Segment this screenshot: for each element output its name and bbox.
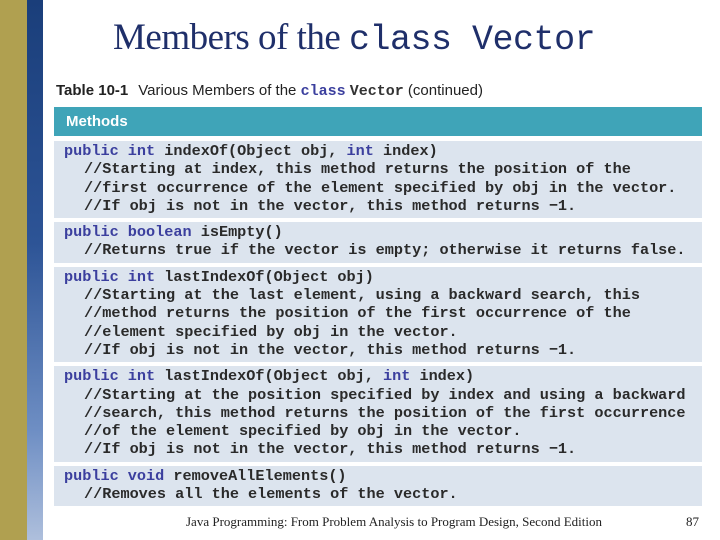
method-comment: //If obj is not in the vector, this method returns −1. — [84, 440, 577, 459]
caption-prefix: Various Members of the — [138, 82, 301, 99]
method-comment: //search, this method returns the position of the first occurrence — [84, 403, 686, 422]
method-signature — [64, 223, 702, 241]
slide-title — [113, 16, 595, 60]
method-comment: //Starting at the last element, using a backward search, this — [84, 286, 640, 305]
signature-keyword: public void — [64, 466, 165, 485]
page-number: 87 — [686, 514, 699, 529]
method-signature — [64, 467, 702, 485]
method-signature — [64, 142, 702, 160]
method-row — [54, 267, 702, 363]
caption-suffix: (continued) — [403, 82, 483, 99]
method-comment: //Returns true if the vector is empty; otherwise it returns false. — [84, 241, 686, 260]
method-comment: //If obj is not in the vector, this method returns −1. — [84, 340, 577, 359]
methods-header: Methods — [54, 107, 702, 136]
signature-keyword: public int — [64, 367, 156, 386]
signature-keyword: public int — [64, 267, 156, 286]
method-row — [54, 366, 702, 462]
signature-text: lastIndexOf(Object obj) — [155, 267, 374, 286]
signature-text: lastIndexOf(Object obj, — [155, 367, 383, 386]
caption-keyword: class — [300, 83, 346, 100]
footer-text: Java Programming: From Problem Analysis to Program Design, Second Edition — [186, 514, 602, 529]
signature-text: index) — [410, 367, 475, 386]
method-row — [54, 222, 702, 263]
method-row — [54, 466, 702, 507]
method-comment: //method returns the position of the first occurrence of the — [84, 304, 631, 323]
signature-keyword: public boolean — [64, 223, 192, 242]
caption-class: Vector — [349, 83, 404, 100]
signature-keyword: int — [383, 367, 411, 386]
table-caption — [56, 82, 483, 100]
method-comment: //If obj is not in the vector, this method returns −1. — [84, 196, 577, 215]
title-code: class Vector — [349, 20, 596, 60]
signature-keyword: int — [346, 142, 374, 160]
signature-text: removeAllElements() — [164, 466, 347, 485]
method-comment: //Starting at index, this method returns the position of the — [84, 160, 631, 179]
method-comment: //element specified by obj in the vector. — [84, 322, 458, 341]
signature-text: index) — [373, 142, 438, 160]
method-comment: //of the element specified by obj in the vector. — [84, 422, 522, 441]
method-comment: //Starting at the position specified by index and using a backward — [84, 385, 686, 404]
left-accent-bar — [0, 0, 27, 540]
table-number: Table 10-1 — [56, 82, 129, 99]
method-comment: //first occurrence of the element specified by obj in the vector. — [84, 178, 677, 197]
method-signature — [64, 367, 702, 385]
left-gradient-bar — [27, 0, 43, 540]
title-prefix: Members of the — [113, 17, 350, 58]
signature-text: isEmpty() — [191, 223, 283, 242]
signature-text: indexOf(Object obj, — [155, 142, 347, 160]
method-signature — [64, 268, 702, 286]
method-row — [54, 141, 702, 218]
method-comment: //Removes all the elements of the vector. — [84, 485, 458, 504]
signature-keyword: public int — [64, 142, 156, 160]
